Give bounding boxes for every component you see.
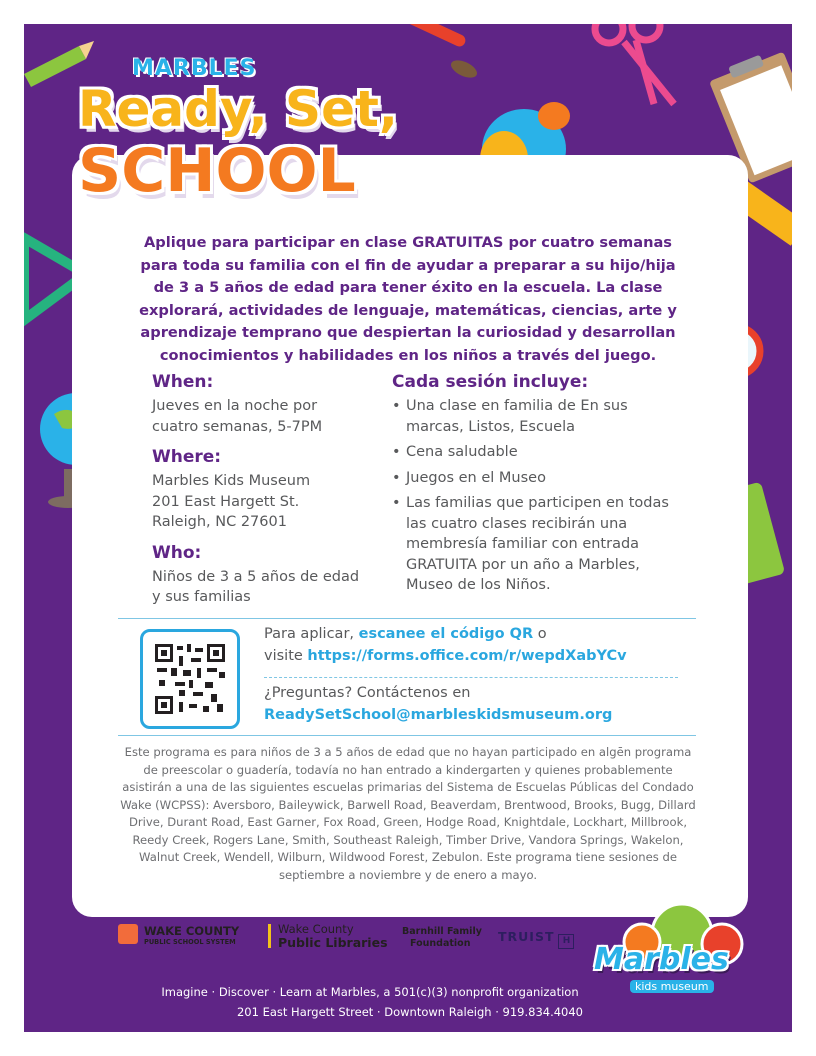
- divider: [118, 618, 696, 619]
- contact-email-link[interactable]: ReadySetSchool@marbleskidsmuseum.org: [264, 706, 613, 723]
- library-name-2: Public Libraries: [278, 935, 388, 950]
- eligibility-text: Este programa es para niños de 3 a 5 años de edad que no hayan participado en algēn programa de preescolar o guadería, todavía no han entrado a kindergarten y quienes probablemente asistirán a una de las siguientes escuelas primarias del Sistema de Escuelas Públicas del Condado Wake (WCPSS): Aversboro, Baileywick, Barwell Road, Beaverdam, Brentwood, Brooks, Bugg, Dillard Drive, Durant Road, East Garner, Fox Road, Green, Hodge Road, Knightdale, Lockhart, Millbrook, Reedy Creek, Rogers Lane, Smith, Southeast Raleigh, Timber Drive, Vandora Springs, Wakelon, Walnut Creek, Wendell, Wilburn, Wildwood Forest, Zebulon. Este programa tiene sesiones de septiembre a noviembre y de enero a mayo.: [120, 745, 696, 882]
- session-column: [392, 372, 672, 601]
- list-item: • Cena saludable: [392, 442, 672, 463]
- apply-instructions: [264, 624, 684, 667]
- contact-question: ¿Preguntas? Contáctenos en: [264, 685, 471, 701]
- brand-name: MARBLES: [132, 56, 257, 81]
- wcpss-mark-icon: [118, 924, 138, 944]
- where-address: [152, 471, 362, 533]
- list-item: • Juegos en el Museo: [392, 468, 672, 489]
- session-list: [392, 396, 672, 596]
- library-mark-icon: [268, 924, 271, 948]
- qr-pattern: [155, 644, 225, 714]
- truist-name: TRUIST: [498, 929, 555, 944]
- divider: [118, 735, 696, 736]
- when-text: Jueves en la noche por cuatro semanas, 5-7PM: [152, 398, 323, 435]
- qr-code[interactable]: [140, 629, 240, 729]
- scissors-icon: [595, 24, 674, 104]
- dashed-divider: [264, 677, 678, 678]
- details-column: [152, 372, 362, 618]
- where-heading: Where:: [152, 447, 222, 467]
- truist-logo: [498, 929, 574, 969]
- barnhill-name-2: Foundation: [410, 938, 471, 949]
- footer-line-2: 201 East Hargett Street · Downtown Raleigh · 919.834.4040: [236, 1005, 584, 1019]
- wcpss-subname: PUBLIC SCHOOL SYSTEM: [144, 938, 236, 946]
- apply-visit: visite: [264, 647, 308, 664]
- list-item: • Las familias que participen en todas las cuatro clases recibirán una membresía familiar con entrada GRATUITA por un año a Marbles, Museo de los Niños.: [392, 493, 672, 596]
- apply-prefix: Para aplicar,: [264, 626, 359, 642]
- list-item: • Una clase en familia de En sus marcas, Listos, Escuela: [392, 396, 672, 437]
- title-line-2: SCHOOL: [78, 136, 356, 206]
- apply-or: o: [533, 626, 547, 642]
- truist-mark-icon: H: [558, 934, 574, 949]
- footer: [100, 982, 640, 1022]
- wcpss-name: WAKE COUNTY: [144, 924, 240, 938]
- where-line: Raleigh, NC 27601: [152, 514, 287, 530]
- where-line: Marbles Kids Museum: [152, 473, 311, 489]
- when-heading: When:: [152, 372, 214, 392]
- scan-qr-link: escanee el código QR: [358, 626, 534, 642]
- intro-paragraph: Aplique para participar en clase GRATUITAS por cuatro semanas para toda su familia con el fin de ayudar a preparar a su hijo/hija de 3 a 5 años de edad para tener éxito en la escuela. La clase explorará, actividades de lenguaje, matemáticas, ciencias, arte y aprendizaje temprano que despiertan la curiosidad y desarrollan conocimientos y habilidades en los niños a través del juego.: [139, 234, 677, 364]
- paintbrush-icon: [381, 24, 480, 81]
- contact-block: [264, 683, 684, 726]
- who-text: Niños de 3 a 5 años de edad y sus familias: [152, 568, 360, 605]
- footer-line-1: Imagine · Discover · Learn at Marbles, a 501(c)(3) nonprofit organization: [161, 985, 579, 999]
- title-line-1: Ready, Set,: [78, 80, 398, 138]
- who-heading: Who:: [152, 542, 202, 563]
- marbles-wordmark: Marbles: [594, 942, 729, 977]
- library-name-1: Wake County: [278, 922, 354, 936]
- session-heading: Cada sesión incluye:: [392, 372, 589, 392]
- barnhill-name-1: Barnhill Family: [402, 926, 482, 937]
- form-url-link[interactable]: https://forms.office.com/r/wepdXabYCv: [307, 647, 627, 664]
- where-line: 201 East Hargett St.: [152, 493, 300, 510]
- marbles-subtitle: kids museum: [630, 980, 714, 993]
